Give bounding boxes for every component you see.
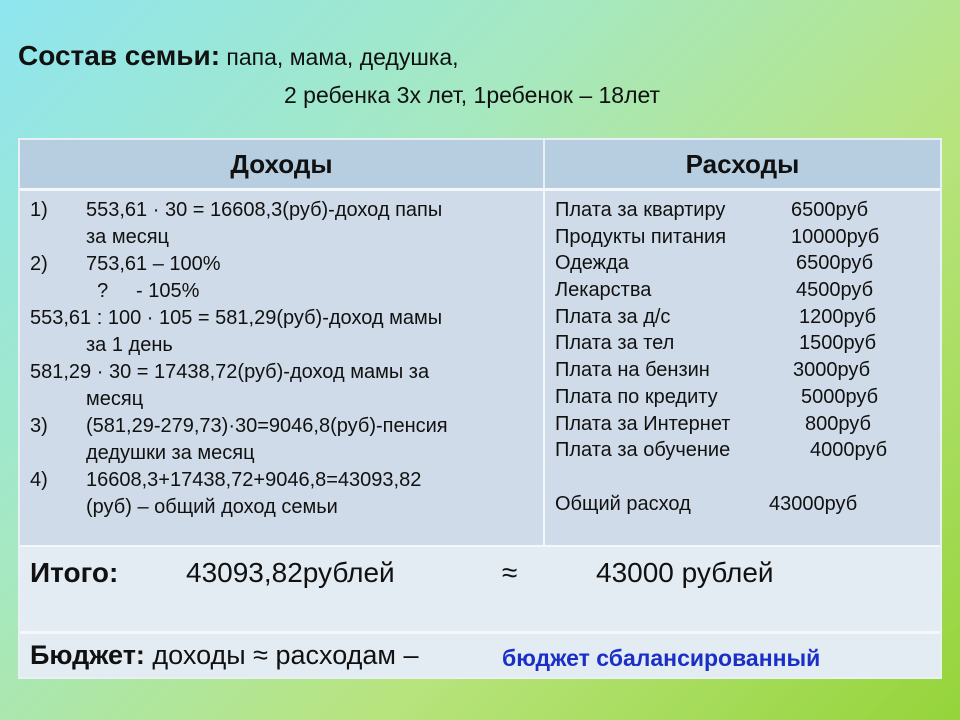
income-line-text: ? - 105% (86, 280, 200, 302)
income-line-text: за 1 день (86, 334, 173, 356)
total-label: Итого: (30, 557, 119, 588)
income-line-text: (581,29-279,73)·30=9046,8(руб)-пенсия (86, 415, 448, 437)
income-line-number: 4) (30, 469, 48, 491)
income-line-text: 553,61 : 100 · 105 = 581,29(руб)-доход мамы (30, 307, 443, 329)
income-header: Доходы (20, 140, 545, 188)
budget-sentence (30, 640, 419, 671)
expense-amount: 6500руб (791, 199, 869, 221)
income-line (20, 386, 543, 413)
expense-item (545, 464, 940, 491)
income-line-text: дедушки за месяц (86, 442, 255, 464)
expense-name: Плата за квартиру (555, 199, 726, 221)
expense-item (545, 384, 940, 411)
income-line (20, 413, 543, 440)
details-row (20, 188, 940, 545)
expense-amount: 1200руб (799, 305, 877, 328)
income-line (20, 197, 543, 224)
expense-amount: 3000руб (793, 359, 871, 382)
income-line-text: за месяц (86, 226, 170, 248)
expense-name: Общий расход (555, 492, 691, 515)
income-line-text: 553,61 · 30 = 16608,3(руб)-доход папы (86, 199, 443, 221)
income-line (20, 251, 543, 278)
income-line-number: 2) (30, 253, 48, 275)
income-line-text: 16608,3+17438,72+9046,8=43093,82 (86, 469, 422, 491)
expense-item (545, 250, 940, 277)
income-line-text: 581,29 · 30 = 17438,72(руб)-доход мамы за (30, 361, 430, 383)
expense-item (545, 411, 940, 438)
income-line (20, 278, 543, 305)
budget-row (20, 631, 940, 677)
expense-item (545, 330, 940, 357)
approx-sign: ≈ (502, 557, 518, 588)
expense-name: Плата на бензин (555, 359, 710, 382)
income-line (20, 224, 543, 251)
expense-amount: 6500руб (796, 252, 874, 275)
income-line-text: (руб) – общий доход семьи (86, 496, 338, 518)
expense-name: Плата по кредиту (555, 385, 718, 408)
income-line-text: 753,61 – 100% (86, 253, 221, 275)
expense-item (545, 491, 940, 518)
income-line (20, 305, 543, 332)
expense-name: Плата за Интернет (555, 412, 731, 435)
expense-amount: 43000руб (769, 492, 858, 515)
total-expense-value: 43000 рублей (596, 557, 774, 588)
expense-item (545, 277, 940, 304)
income-line (20, 494, 543, 521)
budget-text: доходы ≈ расходам – (144, 640, 419, 670)
title-label: Состав семьи: (18, 40, 221, 71)
expense-name: Одежда (555, 252, 629, 275)
expenses-header: Расходы (545, 140, 940, 188)
expense-name: Лекарства (555, 279, 652, 302)
expense-name: Продукты питания (555, 225, 727, 248)
income-line (20, 359, 543, 386)
title-children: 2 ребенка 3х лет, 1ребенок – 18лет (284, 82, 661, 108)
expense-item (545, 304, 940, 331)
expense-name: Плата за д/с (555, 305, 671, 328)
income-line-number: 3) (30, 415, 48, 437)
income-line-number: 1) (30, 199, 48, 221)
income-line-text: месяц (86, 388, 144, 410)
expense-item (545, 197, 940, 224)
expense-item (545, 224, 940, 251)
expense-amount: 5000руб (801, 385, 879, 408)
income-line (20, 440, 543, 467)
expense-name: Плата за тел (555, 332, 675, 355)
expense-amount: 4500руб (796, 279, 874, 302)
total-row (20, 545, 940, 631)
income-calculations (20, 191, 545, 545)
budget-conclusion: бюджет сбалансированный (502, 645, 821, 671)
expense-amount: 800руб (805, 412, 871, 435)
income-line (20, 467, 543, 494)
expense-name: Плата за обучение (555, 439, 731, 462)
family-composition-title (18, 40, 459, 72)
total-income-value: 43093,82рублей (186, 557, 395, 588)
budget-table (18, 138, 942, 679)
expense-amount: 1500руб (799, 332, 877, 355)
title-members: папа, мама, дедушка, (220, 44, 459, 70)
expense-list (545, 191, 940, 545)
expense-amount: 4000руб (810, 439, 888, 462)
expense-item (545, 357, 940, 384)
income-line (20, 332, 543, 359)
expense-amount: 10000руб (791, 225, 880, 248)
expense-item (545, 437, 940, 464)
budget-label: Бюджет: (30, 640, 145, 670)
